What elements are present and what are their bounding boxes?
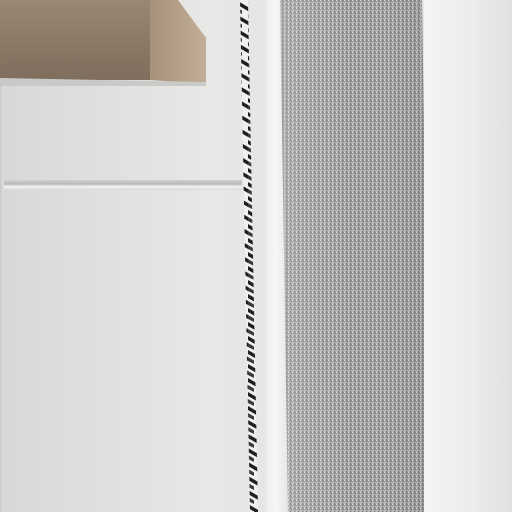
wall-panel-seam [0,180,242,190]
wall-edge [0,82,4,512]
twisted-cord [236,0,266,512]
wooden-shelf [0,0,208,86]
white-curtain-panel [424,0,512,512]
linen-fabric-stripe [278,0,432,512]
